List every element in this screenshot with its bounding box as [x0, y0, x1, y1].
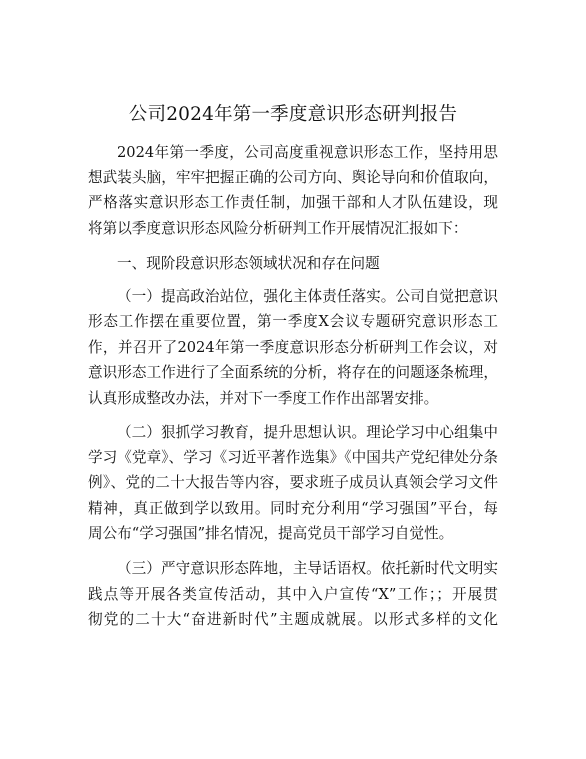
item1-line-5: 认真形成整改办法，并对下一季度工作作出部署安排。: [88, 390, 439, 407]
item2-line-4: 精神，真正做到学以致用。同时充分利用“学习强国”平台，每: [88, 500, 498, 517]
item1-line-3: 作，并召开了2024年第一季度意识形态分析研判工作会议，对: [88, 339, 498, 356]
item3-line-3: 彻党的二十大“奋进新时代”主题成就展。以形式多样的文化: [88, 611, 498, 628]
item2-line-3: 例》、党的二十大报告等内容，要求班子成员认真领会学习文件: [88, 474, 498, 491]
intro-line-4: 将第以季度意识形态风险分析研判工作开展情况汇报如下：: [88, 220, 468, 237]
item3-line-1: （三）严守意识形态阵地，主导话语权。依托新时代文明实: [117, 560, 498, 577]
intro-line-2: 想武装头脑，牢牢把握正确的公司方向、舆论导向和价值取向，: [88, 169, 498, 186]
item2-line-5: 周公布“学习强国”排名情况，提高党员干部学习自觉性。: [88, 525, 454, 542]
section-heading: 一、现阶段意识形态领域状况和存在问题: [117, 255, 380, 272]
item3-line-2: 践点等开展各类宣传活动，其中入户宣传“X”工作；；开展贯: [88, 586, 498, 603]
item1-line-4: 意识形态工作进行了全面系统的分析，将存在的问题逐条梳理，: [88, 364, 498, 381]
item1-line-1: （一）提高政治站位，强化主体责任落实。公司自觉把意识: [117, 288, 498, 305]
intro-line-1: 2024年第一季度，公司高度重视意识形态工作，坚持用思: [117, 144, 498, 161]
item2-line-1: （二）狠抓学习教育，提升思想认识。理论学习中心组集中: [117, 424, 498, 441]
item2-line-2: 学习《党章》、学习《习近平著作选集》《中国共产党纪律处分条: [88, 449, 498, 466]
item1-line-2: 形态工作摆在重要位置，第一季度X会议专题研究意识形态工: [88, 313, 498, 330]
document-title: 公司2024年第一季度意识形态研判报告: [128, 104, 458, 125]
intro-line-3: 严格落实意识形态工作责任制，加强干部和人才队伍建设，现: [88, 194, 498, 211]
